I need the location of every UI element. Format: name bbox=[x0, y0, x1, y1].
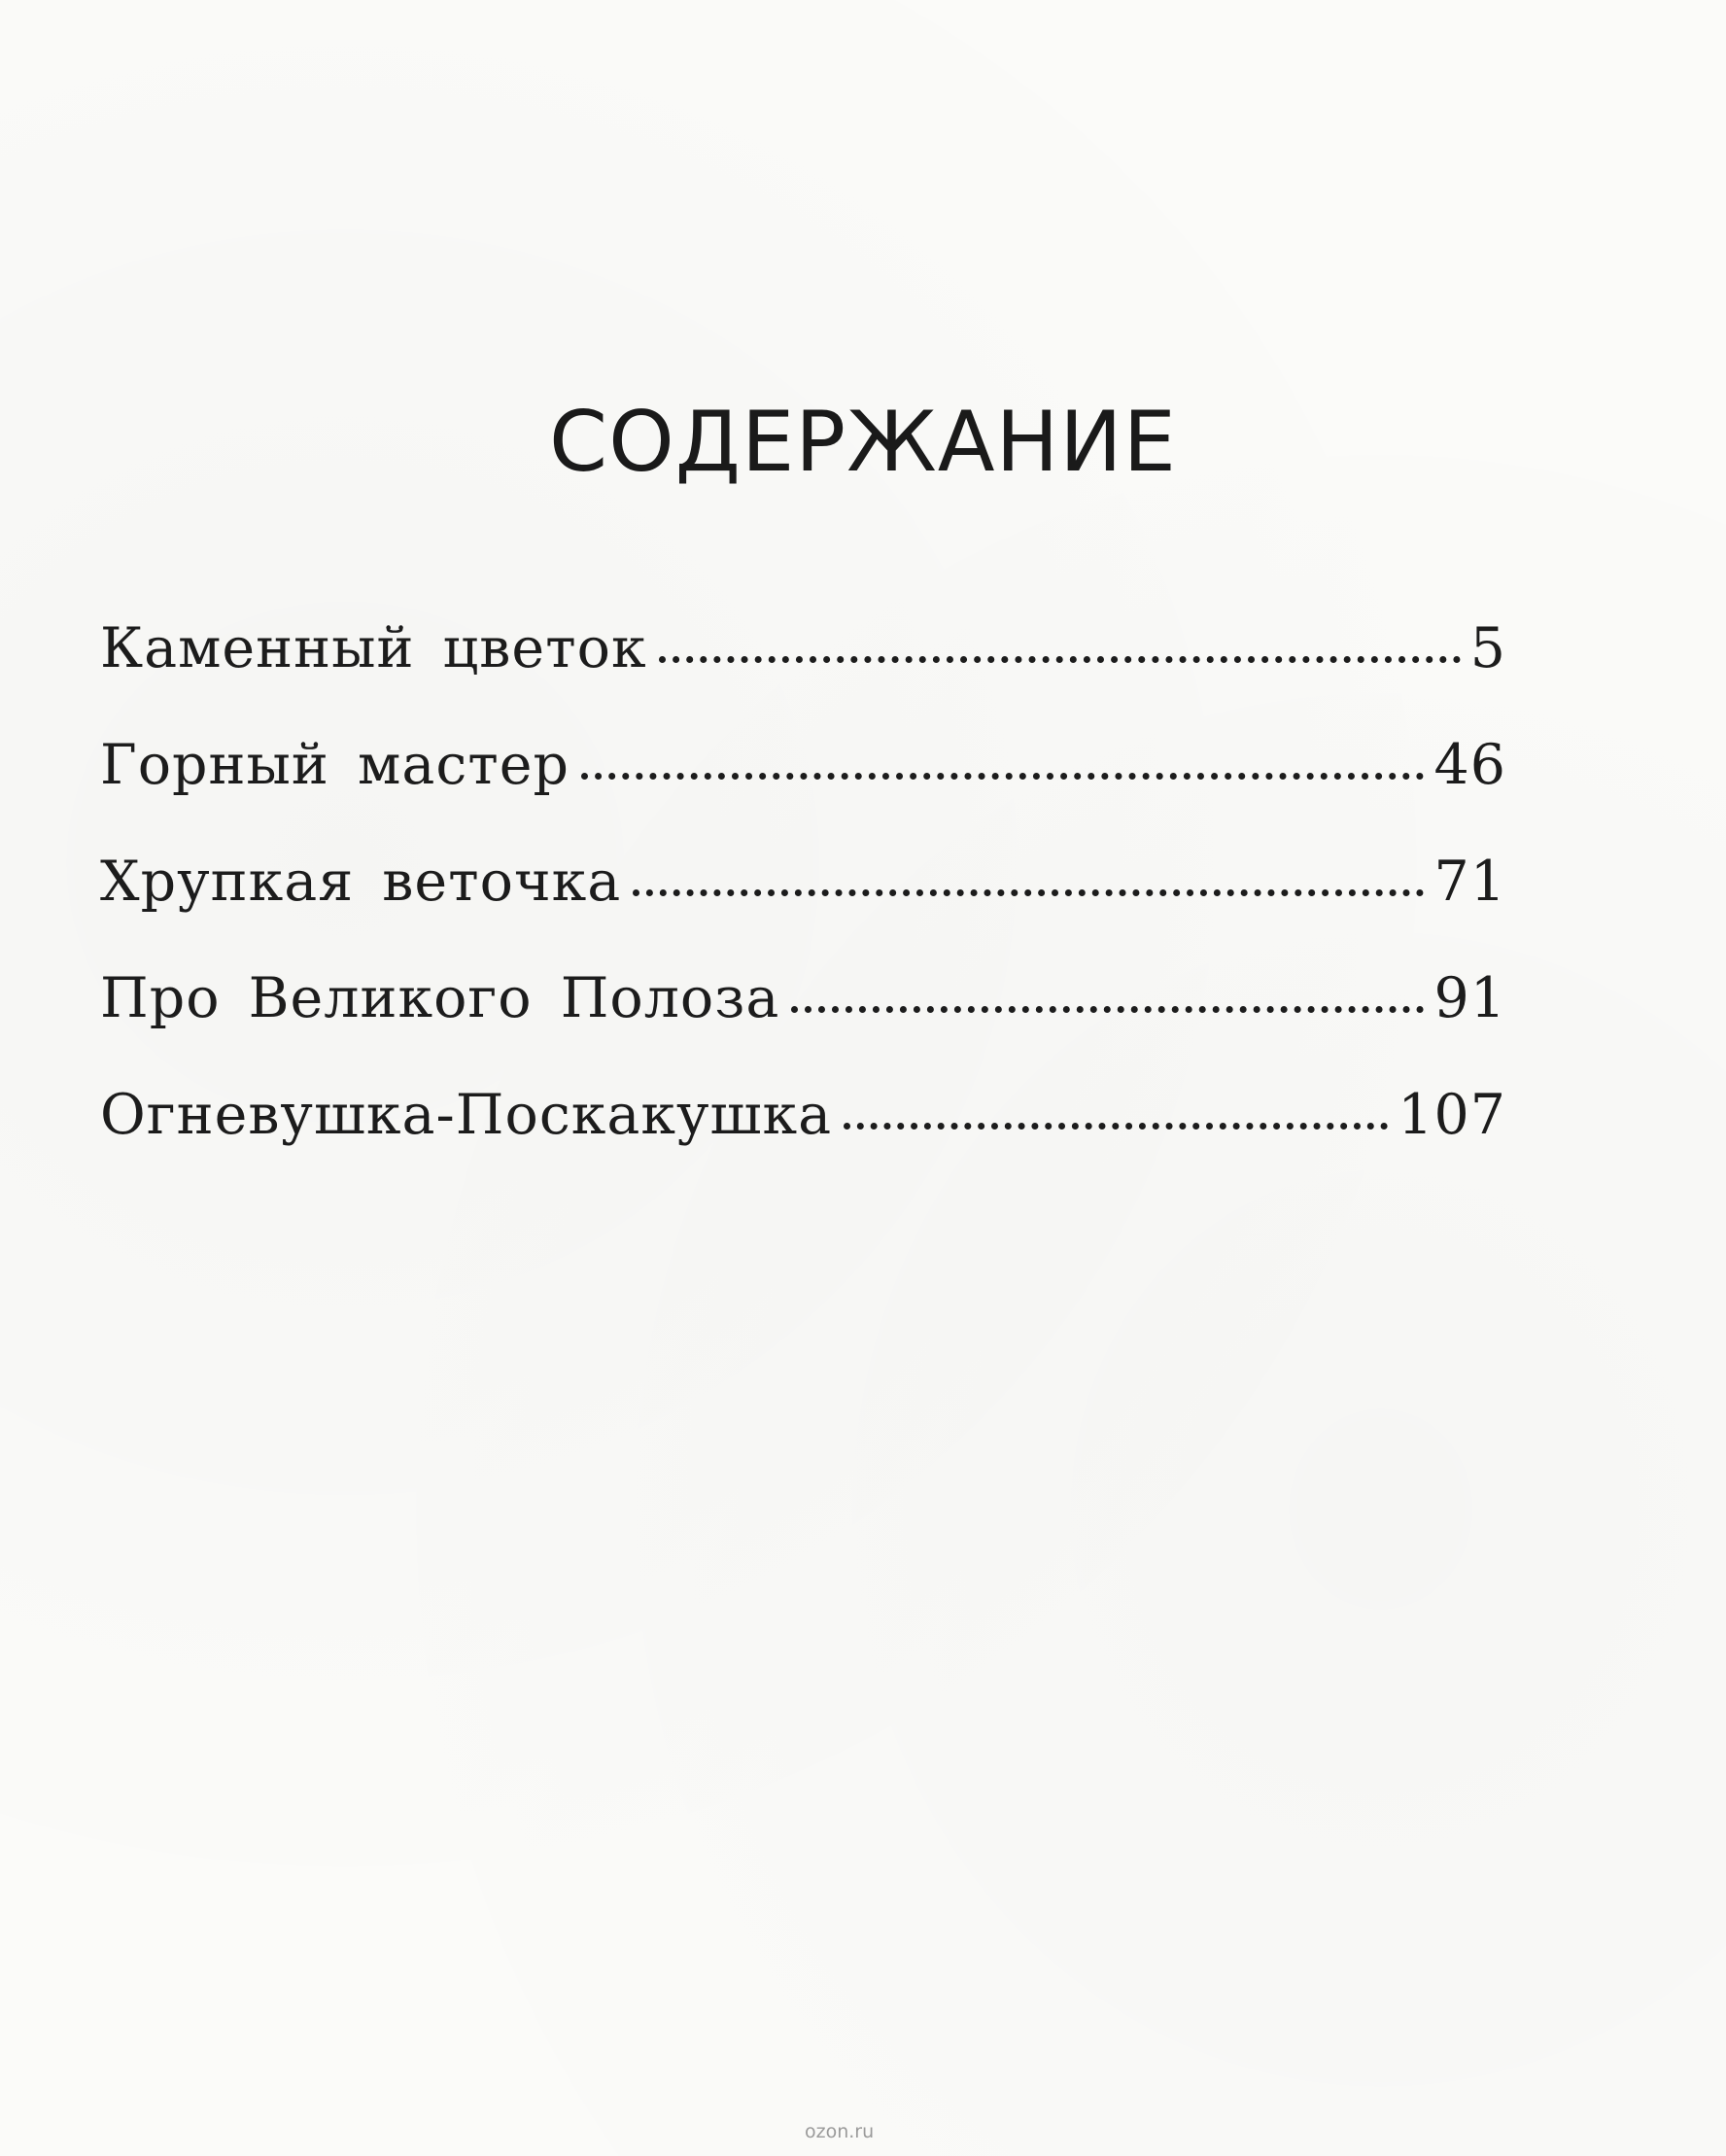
watermark: ozon.ru bbox=[805, 2121, 875, 2142]
toc-entry-page: 91 bbox=[1433, 966, 1506, 1030]
dot-leader bbox=[633, 889, 1424, 896]
dot-leader bbox=[791, 1006, 1424, 1013]
toc-entry-title: Каменный цветок bbox=[100, 616, 647, 680]
toc-entry-page: 46 bbox=[1433, 733, 1506, 797]
toc-entry-title: Хрупкая веточка bbox=[100, 850, 622, 914]
toc-entry bbox=[100, 605, 1506, 721]
toc-entry bbox=[100, 721, 1506, 838]
toc-entry bbox=[100, 1071, 1506, 1188]
toc-entry-page: 107 bbox=[1398, 1083, 1506, 1147]
dot-leader bbox=[659, 656, 1461, 663]
toc-entry-title: Огневушка-Поскакушка bbox=[100, 1083, 833, 1147]
page-title: СОДЕРЖАНИЕ bbox=[549, 394, 1177, 491]
toc-entry-title: Горный мастер bbox=[100, 733, 570, 797]
toc-entry-page: 71 bbox=[1433, 850, 1506, 914]
toc-entry bbox=[100, 955, 1506, 1071]
toc-entry-page: 5 bbox=[1469, 616, 1506, 680]
toc-entry bbox=[100, 838, 1506, 955]
toc-entry-title: Про Великого Полоза bbox=[100, 966, 780, 1030]
dot-leader bbox=[844, 1123, 1388, 1130]
table-of-contents bbox=[100, 605, 1506, 1188]
dot-leader bbox=[581, 773, 1424, 780]
